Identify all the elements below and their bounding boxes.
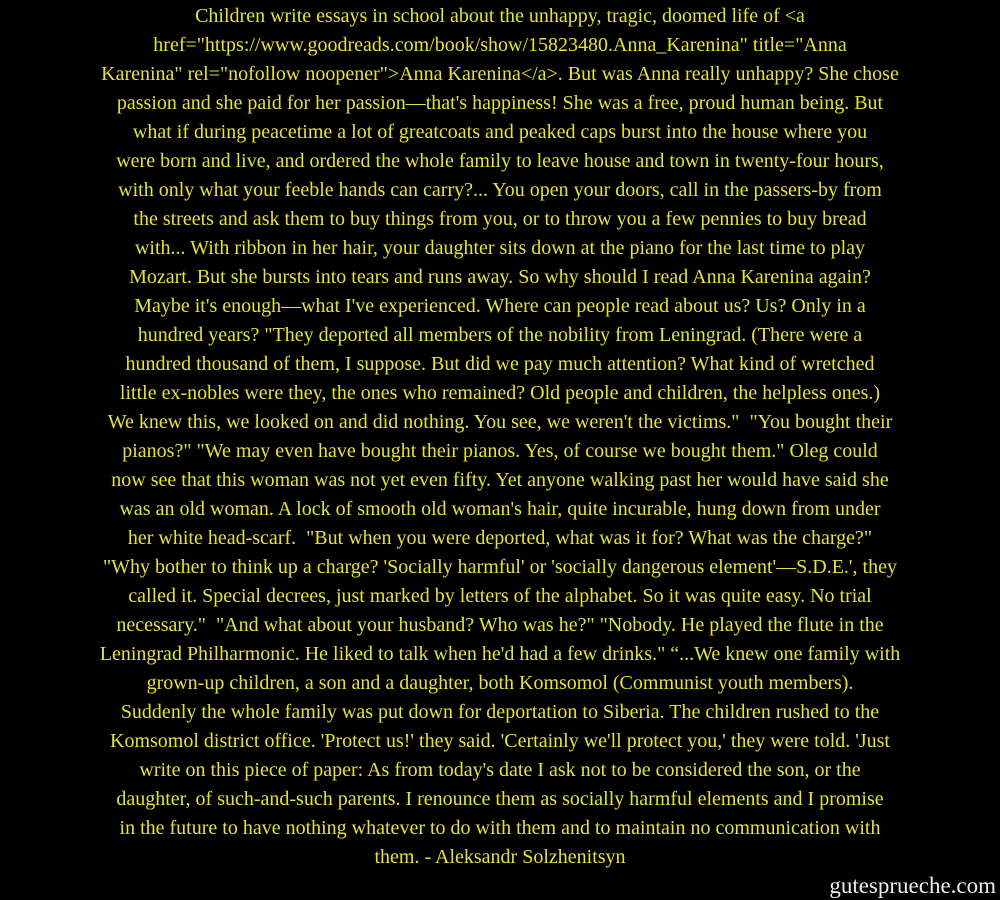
quote-line: little ex-nobles were they, the ones who remained? Old people and children, the helpless ones.)	[119, 382, 881, 404]
quote-line: Mozart. But she bursts into tears and runs away. So why should I read Anna Karenina again?	[129, 266, 871, 288]
quote-line: daughter, of such-and-such parents. I renounce them as socially harmful elements and I promise	[116, 788, 884, 810]
quote-line: called it. Special decrees, just marked by letters of the alphabet. So it was quite easy. No trial	[128, 585, 872, 607]
quote-line: necessary." "And what about your husband? Who was he?" "Nobody. He played the flute in the	[116, 614, 884, 636]
quote-line: Karenina" rel="nofollow noopener">Anna Karenina</a>. But was Anna really unhappy? She chose	[101, 63, 899, 85]
quote-line: with... With ribbon in her hair, your daughter sits down at the piano for the last time to play	[134, 237, 866, 259]
quote-line: href="https://www.goodreads.com/book/show/15823480.Anna_Karenina" title="Anna	[153, 34, 847, 56]
quote-line: hundred thousand of them, I suppose. But did we pay much attention? What kind of wretched	[125, 353, 875, 375]
quote-line: her white head-scarf. "But when you were deported, what was it for? What was the charge?"	[127, 527, 873, 549]
quote-line: We knew this, we looked on and did nothing. You see, we weren't the victims." "You bought their	[107, 411, 893, 433]
quote-line: hundred years? "They deported all members of the nobility from Leningrad. (There were a	[137, 324, 863, 346]
quote-line: Maybe it's enough—what I've experienced. Where can people read about us? Us? Only in a	[134, 295, 866, 317]
watermark: gutesprueche.com	[829, 873, 996, 898]
quote-line: Leningrad Philharmonic. He liked to talk when he'd had a few drinks." “...We knew one family with	[99, 643, 901, 665]
quote-line: was an old woman. A lock of smooth old woman's hair, quite incurable, hung down from under	[119, 498, 881, 520]
quote-line: them. - Aleksandr Solzhenitsyn	[374, 846, 626, 868]
quote-line: write on this piece of paper: As from today's date I ask not to be considered the son, or the	[139, 759, 861, 781]
quote-line: were born and live, and ordered the whole family to leave house and town in twenty-four hours,	[116, 150, 884, 172]
quote-line: pianos?" "We may even have bought their pianos. Yes, of course we bought them." Oleg could	[122, 440, 878, 462]
quote-line: "Why bother to think up a charge? 'Socially harmful' or 'socially dangerous element'—S.D.E.', they	[103, 556, 897, 578]
quote-line: passion and she paid for her passion—that's happiness! She was a free, proud human being. But	[116, 92, 884, 114]
quote-line: in the future to have nothing whatever to do with them and to maintain no communication with	[119, 817, 881, 839]
quote-line: Suddenly the whole family was put down for deportation to Siberia. The children rushed to the	[120, 701, 880, 723]
quote-line: the streets and ask them to buy things from you, or to throw you a few pennies to buy bread	[133, 208, 867, 230]
quote-line: Children write essays in school about the unhappy, tragic, doomed life of <a	[195, 5, 805, 27]
quote-line: with only what your feeble hands can carry?... You open your doors, call in the passers-by from	[118, 179, 882, 201]
quote-line: what if during peacetime a lot of greatcoats and peaked caps burst into the house where you	[132, 121, 868, 143]
quote-line: grown-up children, a son and a daughter, both Komsomol (Communist youth members).	[146, 672, 854, 694]
quote-line: Komsomol district office. 'Protect us!' they said. 'Certainly we'll protect you,' they were told. 'Just	[110, 730, 890, 752]
quote-line: now see that this woman was not yet even fifty. Yet anyone walking past her would have said she	[111, 469, 889, 491]
